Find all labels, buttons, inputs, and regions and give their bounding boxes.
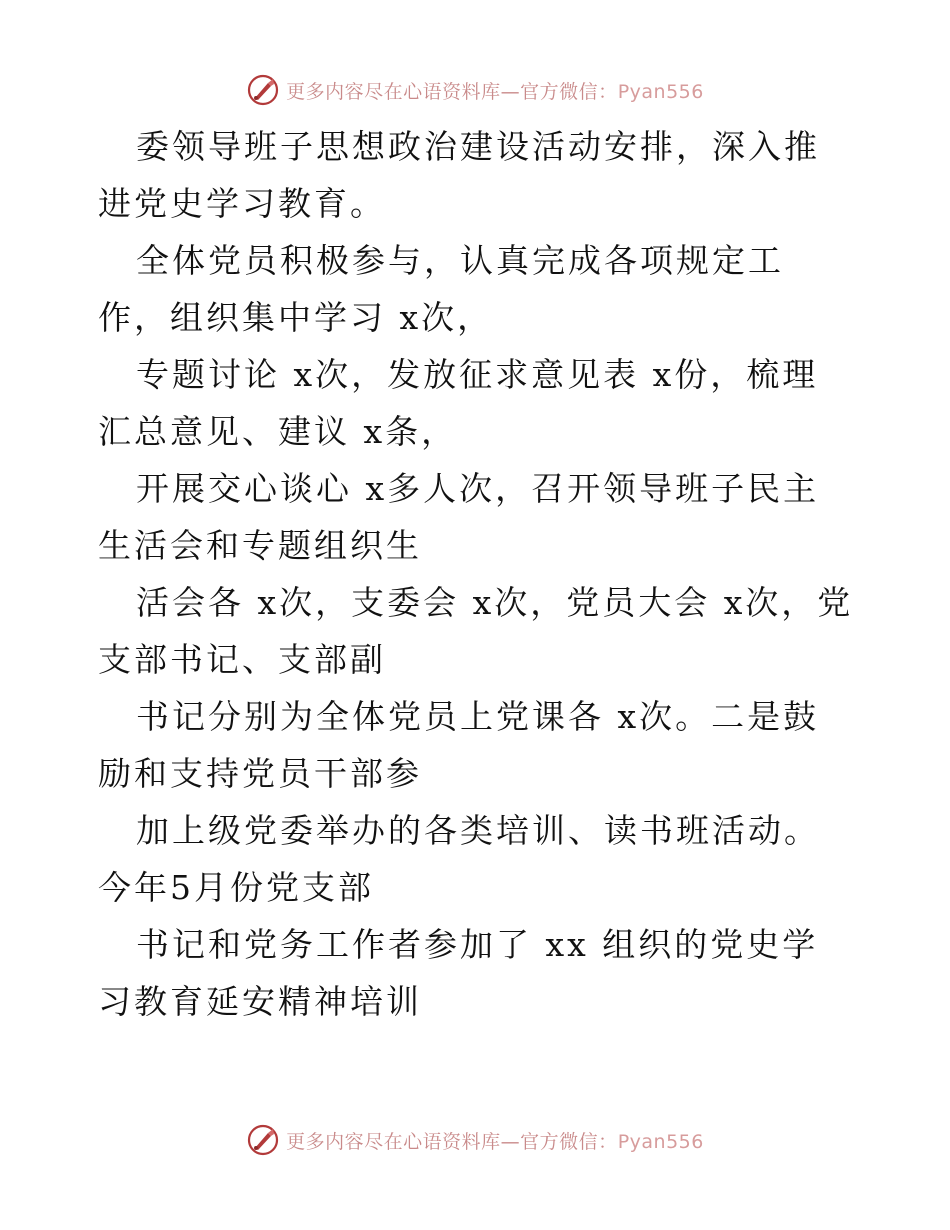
quill-pen-logo-icon bbox=[246, 1123, 280, 1157]
quill-pen-logo-icon bbox=[246, 73, 280, 107]
header-banner-text bbox=[286, 77, 704, 104]
header-wechat-label: 官方微信： bbox=[520, 80, 618, 103]
paragraph-7: 加上级党委举办的各类培训、读书班活动。今年5月份党支部 bbox=[98, 811, 820, 907]
footer-wechat-label: 官方微信： bbox=[520, 1130, 618, 1153]
paragraph-1: 委领导班子思想政治建设活动安排，深入推进党史学习教育。 bbox=[98, 127, 820, 223]
document-body bbox=[98, 118, 854, 1030]
header-wechat-id: Pyan556 bbox=[617, 80, 704, 103]
footer-banner bbox=[0, 1120, 950, 1160]
paragraph-2: 全体党员积极参与，认真完成各项规定工作，组织集中学习 x次， bbox=[98, 241, 784, 337]
footer-banner-separator: — bbox=[500, 1130, 521, 1153]
paragraph-6: 书记分别为全体党员上党课各 x次。二是鼓励和支持党员干部参 bbox=[98, 697, 820, 793]
header-banner-separator: — bbox=[500, 80, 521, 103]
paragraph-3: 专题讨论 x次，发放征求意见表 x份，梳理汇总意见、建议 x条， bbox=[98, 355, 819, 451]
footer-banner-text bbox=[286, 1127, 704, 1154]
header-banner-slogan: 更多内容尽在心语资料库 bbox=[286, 80, 501, 103]
footer-wechat-id: Pyan556 bbox=[617, 1130, 704, 1153]
footer-banner-slogan: 更多内容尽在心语资料库 bbox=[286, 1130, 501, 1153]
paragraph-8: 书记和党务工作者参加了 xx 组织的党史学习教育延安精神培训 bbox=[98, 925, 819, 1021]
paragraph-5: 活会各 x次，支委会 x次，党员大会 x次，党支部书记、支部副 bbox=[98, 583, 854, 679]
paragraph-4: 开展交心谈心 x多人次，召开领导班子民主生活会和专题组织生 bbox=[98, 469, 820, 565]
header-banner bbox=[0, 70, 950, 110]
